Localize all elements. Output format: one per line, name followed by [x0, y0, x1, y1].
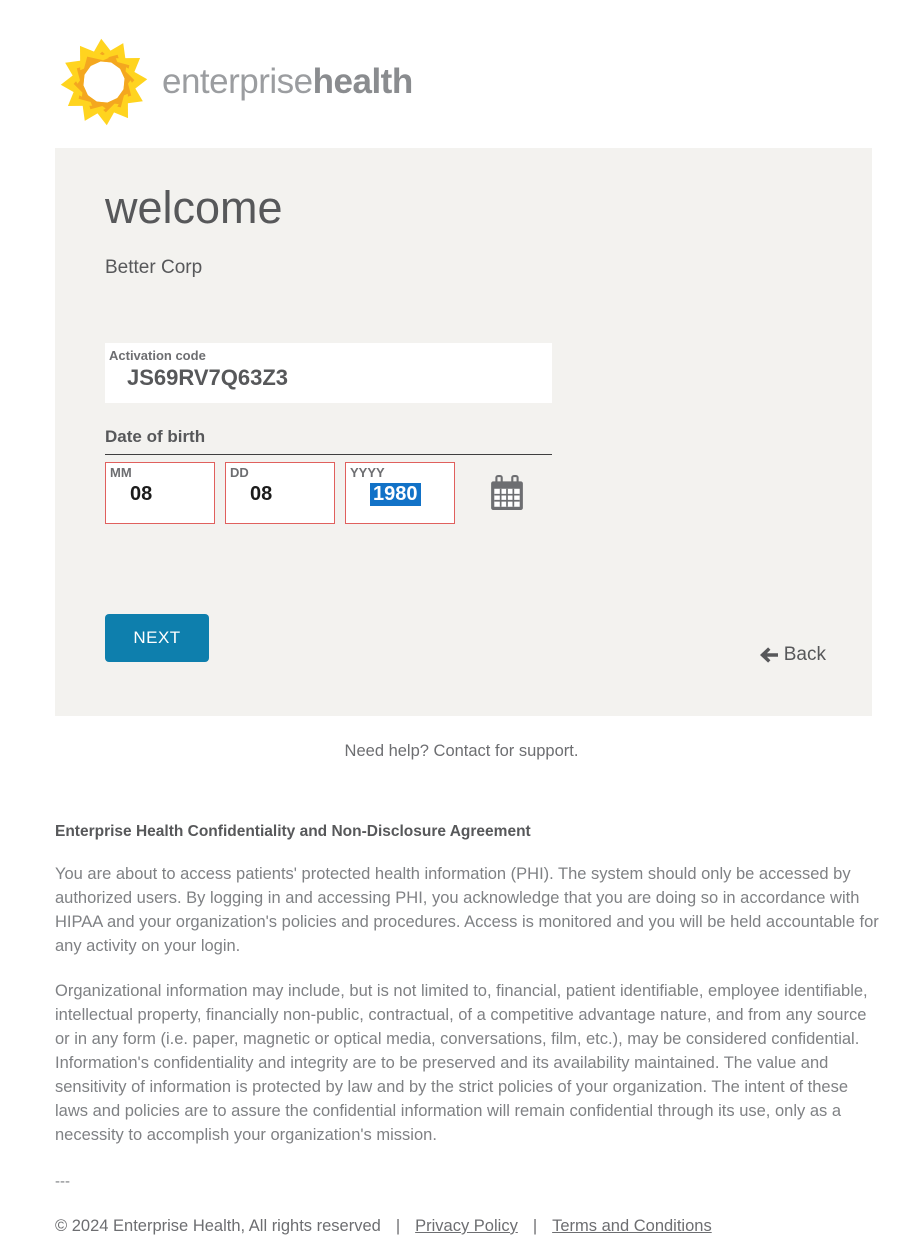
activation-code-field[interactable]: [105, 343, 552, 403]
dob-inputs-row: [105, 462, 872, 524]
dob-year-label: YYYY: [350, 465, 385, 481]
privacy-policy-link[interactable]: Privacy Policy: [415, 1217, 518, 1235]
welcome-card: [55, 148, 872, 716]
back-label: Back: [783, 644, 826, 665]
dob-day-value: 08: [250, 483, 273, 506]
company-name: Better Corp: [105, 257, 203, 279]
agreement-paragraph: You are about to access patients' protected health information (PHI). The system should only be accessed by authorized users. By logging in and accessing PHI, you acknowledge that you are doing so in accordance with HIPAA and your organization's policies and procedures. Access is monitored and you will be held accountable for any activity on your login.: [55, 865, 879, 955]
agreement-section: [55, 823, 879, 1147]
brand-wordmark: [162, 62, 413, 102]
footer-divider: |: [395, 1217, 401, 1235]
copyright-text: © 2024 Enterprise Health, All rights reserved: [55, 1217, 381, 1235]
next-button[interactable]: NEXT: [105, 614, 209, 662]
activation-code-label: Activation code: [109, 348, 206, 364]
dob-year-input[interactable]: [345, 462, 455, 524]
dob-year-value: 1980: [370, 483, 421, 506]
brand-name-bold: health: [312, 62, 413, 101]
calendar-icon: [489, 473, 525, 513]
activation-code-value: JS69RV7Q63Z3: [127, 365, 289, 391]
dob-month-value: 08: [130, 483, 153, 506]
footer: [55, 1217, 923, 1236]
dob-month-label: MM: [110, 465, 132, 481]
back-link[interactable]: [760, 644, 826, 666]
terms-and-conditions-link[interactable]: Terms and Conditions: [552, 1217, 712, 1235]
help-text: Need help? Contact for support.: [344, 742, 579, 760]
footer-divider: |: [532, 1217, 538, 1235]
page-title: welcome: [105, 182, 283, 233]
arrow-left-icon: [760, 647, 778, 663]
dob-day-input[interactable]: [225, 462, 335, 524]
agreement-heading: Enterprise Health Confidentiality and Non-Disclosure Agreement: [55, 823, 531, 840]
dob-month-input[interactable]: [105, 462, 215, 524]
calendar-picker-button[interactable]: [489, 473, 525, 513]
agreement-paragraph: Organizational information may include, but is not limited to, financial, patient identifiable, employee identifiable, intellectual property, financially non-public, contractual, of a competitive advantage nature, and from any source or in any form (i.e. paper, magnetic or optical media, conversations, film, etc.), may be considered confidential. Information's confidentiality and integrity are to be preserved and its availability maintained. The value and sensitivity of information is protected by law and by the strict policies of your organization. The intent of these laws and policies are to assure the confidential information will remain confidential through its use, only as a necessity to accomplish your organization's mission.: [55, 982, 868, 1144]
dob-heading: Date of birth: [105, 427, 552, 455]
sunburst-logo-icon: [58, 36, 150, 128]
header: [0, 0, 923, 128]
dob-day-label: DD: [230, 465, 249, 481]
brand-name-light: enterprise: [162, 62, 313, 101]
separator-dashes: ---: [55, 1173, 70, 1190]
